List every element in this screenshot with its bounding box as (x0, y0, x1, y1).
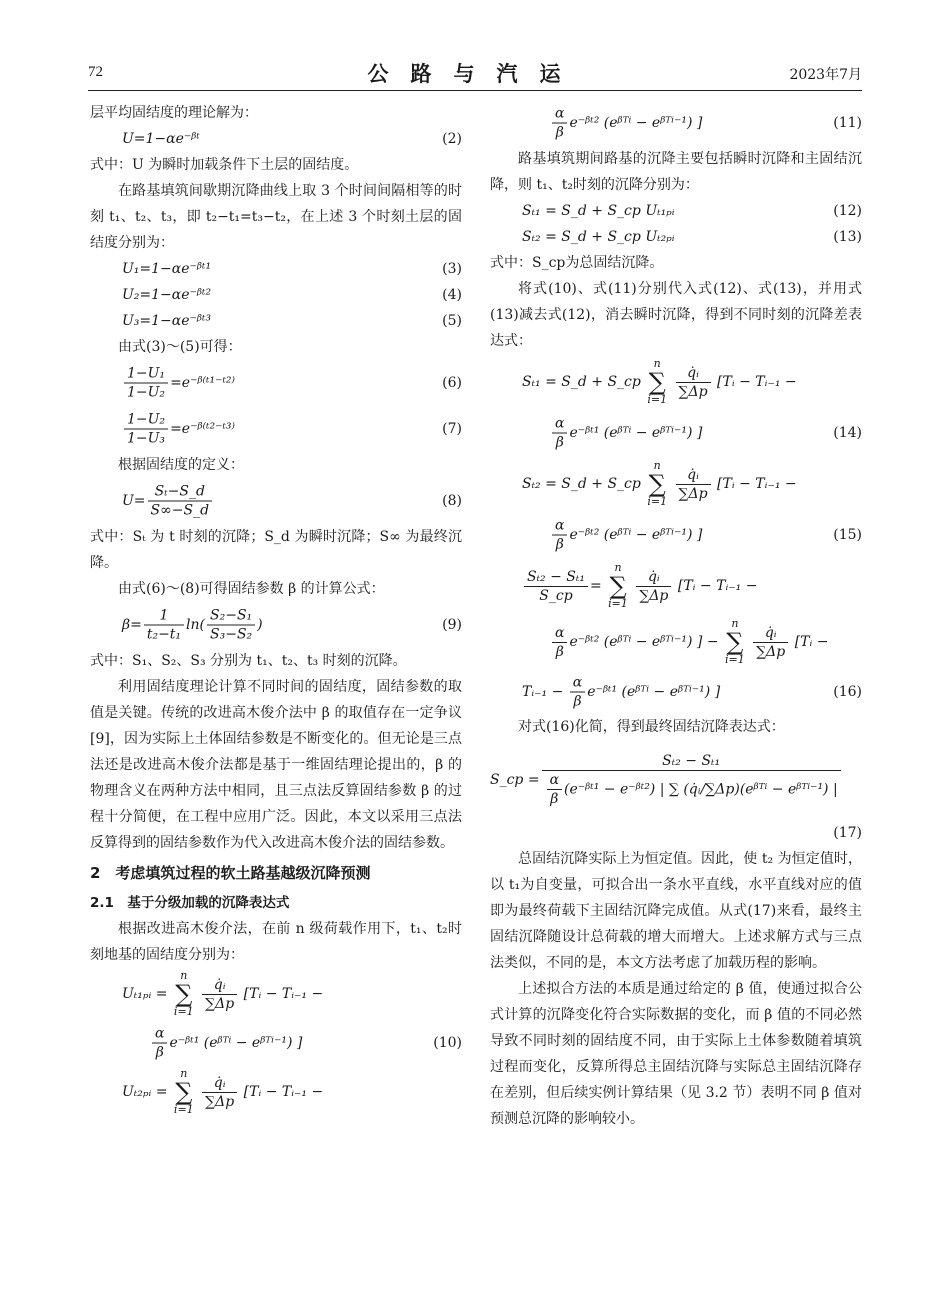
paragraph: 由式(6)～(8)可得固结参数 β 的计算公式： (118, 581, 385, 597)
paragraph: 上述拟合方法的本质是通过给定的 β 值，使通过拟合公式计算的沉降变化符合实际数据的变化，而 β 值的不同必然导致不同时刻的固结度不同，由于实际上土体参数随着填筑过程而变化，反算所得总主固结沉降与实际总主固结沉降存在差别，但后续实例计算结果（见 3.2 节）表明不同 β 值对预测总沉降的影响较小。 (490, 981, 862, 1127)
equation-17: S_cp = Sₜ₂ − Sₜ₁ $\frac{\alpha}{\beta}$ (e⁻ᵝᵗ¹ − e⁻ᵝᵗ²) | ∑ (q̇ᵢ/∑Δp)(eᵝᵀⁱ − eᵝᵀⁱ⁻¹) | (490, 740, 862, 820)
paragraph: 在路基填筑间歇期沉降曲线上取 3 个时间间隔相等的时刻 t₁、t₂、t₃，即 t₂−t₁=t₃−t₂，在上述 3 个时刻土层的固结度分别为： (90, 183, 462, 251)
paragraph: 利用固结度理论计算不同时间的固结度，固结参数的取值是关键。传统的改进高木俊介法中 β 的取值存在一定争议[9]，因为实际上土体固结参数是不断变化的。但无论是三点法还是改进高木俊介法都是基于一维固结理论提出的，β 的物理含义在两种方法中相同，且三点法反算固结参数 β 的过程十分简便，在工程中应用广泛。因此，本文以采用三点法反算得到的固结参数作为代入改进高木俊介法的固结参数。 (90, 679, 462, 851)
page-number: 72 (88, 64, 103, 80)
equation-14b: $\frac{\alpha}{\beta}$ e⁻ᵝᵗ¹ (eᵝᵀⁱ − eᵝᵀⁱ⁻¹) ] (14) (490, 410, 862, 456)
equation-9: β= $\frac{1}{\text{t₂−t₁}}$ ln( $\frac{\text{S₂−S₁}}{\text{S₃−S₂}}$ ) (9) (122, 607, 462, 643)
subsection-heading: 2.1 基于分级加载的沉降表达式 (90, 895, 290, 911)
left-column (90, 100, 462, 1118)
equation-16c: Tᵢ₋₁ − $\frac{\alpha}{\beta}$ e⁻ᵝᵗ¹ (eᵝᵀⁱ − eᵝᵀⁱ⁻¹) ] (16) (522, 674, 862, 710)
paragraph: 由式(3)～(5)可得： (118, 339, 242, 355)
paragraph: 总固结沉降实际上为恒定值。因此，使 t₂ 为恒定值时，以 t₁为自变量，可拟合出一条水平直线，水平直线对应的值即为最终荷载下主固结沉降完成值。从式(17)来看，最终主固结沉降随设计总荷载的增大而增大。上述求解方式与三点法类似，不同的是，本文方法考虑了加载历程的影响。 (490, 851, 862, 971)
equation-5: U₃=1−αe⁻ᵝᵗ³ (5) (122, 313, 462, 329)
equation-15b: $\frac{\alpha}{\beta}$ e⁻ᵝᵗ² (eᵝᵀⁱ − eᵝᵀⁱ⁻¹) ] (15) (490, 512, 862, 558)
paragraph: 根据改进高木俊介法，在前 n 级荷载作用下，t₁、t₂时刻地基的固结度分别为： (90, 921, 462, 963)
journal-title: 公路与汽运 (367, 62, 583, 86)
equation-3: U₁=1−αe⁻ᵝᵗ¹ (3) (122, 261, 462, 277)
paragraph: 式中：S₁、S₂、S₃ 分别为 t₁、t₂、t₃ 时刻的沉降。 (90, 653, 407, 669)
equation-8: U= $\frac{\text{Sₜ−S\_d}}{S\infty-S\_d}$ (8) (122, 483, 462, 519)
equation-14a: Sₜ₁ = S_d + S_cp n ∑ i=1 $\frac{\text{q̇ᵢ}}{\sum\Delta p}$ [Tᵢ − Tᵢ₋₁ − (522, 357, 797, 406)
equation-12: Sₜ₁ = S_d + S_cp Uₜ₁ₚᵢ (12) (522, 203, 862, 219)
paragraph: 式中：U 为瞬时加载条件下土层的固结度。 (90, 157, 359, 173)
equation-11a: Uₜ₂ₚᵢ = n ∑ i=1 $\frac{\text{q̇ᵢ}}{\sum\Delta p}$ [Tᵢ − Tᵢ₋₁ − (122, 1067, 324, 1116)
equation-11b: $\frac{\alpha}{\beta}$ e⁻ᵝᵗ² (eᵝᵀⁱ − eᵝᵀⁱ⁻¹) ] (11) (490, 100, 862, 146)
equation-7: $\frac{\text{1−U₂}}{\text{1−U₃}}$ =e⁻ᵝ⁽ᵗ²⁻ᵗ³⁾ (7) (90, 406, 462, 452)
running-header (88, 58, 862, 88)
equation-16b: $\frac{\alpha}{\beta}$ e⁻ᵝᵗ² (eᵝᵀⁱ − eᵝᵀⁱ⁻¹) ] − n ∑ i=1 $\frac{\text{q̇ᵢ}}{\sum\Delta p}$ [Tᵢ − (490, 614, 862, 670)
paragraph: 路基填筑期间路基的沉降主要包括瞬时沉降和主固结沉降，则 t₁、t₂时刻的沉降分别为： (490, 151, 862, 193)
right-column (490, 100, 862, 1132)
equation-10b: $\frac{\alpha}{\beta}$ e⁻ᵝᵗ¹ (eᵝᵀⁱ − eᵝᵀⁱ⁻¹) ] (10) (90, 1020, 462, 1066)
equation-16a: $\frac{\text{Sₜ₂ − Sₜ₁}}{S\_cp}$ = n ∑ i=1 $\frac{\text{q̇ᵢ}}{\sum\Delta p}$ [Tᵢ − Tᵢ₋₁ − (490, 558, 862, 614)
equation-10a: Uₜ₁ₚᵢ = n ∑ i=1 $\frac{\text{q̇ᵢ}}{\sum\Delta p}$ [Tᵢ − Tᵢ₋₁ − (122, 969, 324, 1018)
section-heading: 2 考虑填筑过程的软土路基越级沉降预测 (90, 864, 371, 882)
paragraph: 根据固结度的定义： (118, 457, 244, 473)
equation-15a: Sₜ₂ = S_d + S_cp n ∑ i=1 $\frac{\text{q̇ᵢ}}{\sum\Delta p}$ [Tᵢ − Tᵢ₋₁ − (522, 459, 797, 508)
paragraph: 式中：S_cp为总固结沉降。 (490, 255, 664, 271)
equation-4: U₂=1−αe⁻ᵝᵗ² (4) (122, 287, 462, 303)
paragraph: 将式(10)、式(11)分别代入式(12)、式(13)，并用式(13)减去式(12)，消去瞬时沉降，得到不同时刻的沉降差表达式： (490, 281, 862, 349)
equation-6: $\frac{\text{1−U₁}}{\text{1−U₂}}$ =e⁻ᵝ⁽ᵗ¹⁻ᵗ²⁾ (6) (90, 360, 462, 406)
paragraph: 对式(16)化简，得到最终固结沉降表达式： (518, 719, 785, 735)
paragraph: 层平均固结度的理论解为： (90, 105, 258, 121)
equation-2: U=1−αe⁻ᵝᵗ (2) (122, 131, 462, 147)
equation-17-number: (17) (833, 825, 862, 841)
header-rule (88, 90, 862, 91)
equation-13: Sₜ₂ = S_d + S_cp Uₜ₂ₚᵢ (13) (522, 229, 862, 245)
paragraph: 式中：Sₜ 为 t 时刻的沉降；S_d 为瞬时沉降；S∞ 为最终沉降。 (90, 529, 462, 571)
issue-date: 2023年7月 (789, 67, 862, 83)
